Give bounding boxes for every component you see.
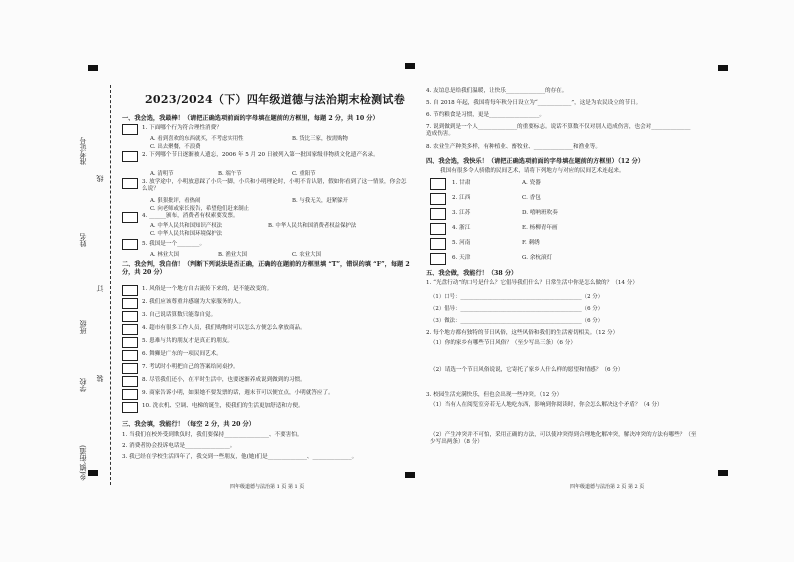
section5-heading: 五、我会做，我能行！（38 分）: [426, 270, 518, 277]
page-footer-left: 四年级道德与法治第 1 页 第 1 页: [230, 484, 305, 490]
section2-heading: 二、我会判，我自信！（判断下列说法是否正确，正确的在题前的方框里填 “T”，错误的填 “F”，每题 2 分，共 20 分）: [122, 261, 410, 276]
option-b: B. 与我无关，赶紧躲开: [292, 198, 348, 204]
answer-box[interactable]: [122, 124, 138, 135]
essay-subquestion: （1）你的家乡有哪些节日风俗？（至少写出三条）（6 分）: [430, 340, 576, 346]
match-left: 1. 甘肃: [452, 180, 471, 186]
fill-item: 5. 自 2018 年起，我国将每年秋分日设立为“____________”，这是为农民设立的节日。: [426, 100, 642, 106]
essay-subquestion: （2）请选一个节日风俗说说，它寄托了家乡人什么样的愿望和情感？（6 分）: [430, 367, 624, 373]
option-c: C. 出去聚餐，不浪费: [150, 144, 201, 150]
match-left: 5. 河南: [452, 240, 471, 246]
option-b: B. 货比三家，按需购物: [292, 136, 348, 142]
match-box[interactable]: [430, 238, 446, 250]
seal-mark: 订: [96, 285, 104, 292]
essay-question: 1. “光盘行动”的口号是什么？它倡导我们什么？日常生活中你是怎么做的？（14 分）: [426, 280, 638, 286]
option-c: C. 向老师或家长报告，希望他们赶来制止: [150, 206, 250, 212]
tf-item: 4. 超市有很多工作人员，我们购物时可以怎么方便怎么拿放商品。: [142, 325, 306, 331]
option-c: C. 农业大国: [292, 252, 321, 258]
registration-mark: [405, 472, 415, 478]
match-box[interactable]: [430, 223, 446, 235]
registration-mark: [718, 65, 728, 71]
match-left: 3. 江苏: [452, 210, 471, 216]
tf-item: 5. 患难与共的朋友才是真正的朋友。: [142, 338, 234, 344]
name-label: 姓名: [79, 233, 87, 247]
option-c: C. 中华人民共和国环境保护法: [150, 231, 223, 237]
option-a: A. 清明节: [150, 171, 174, 177]
tf-item: 6. 舞狮是广东的一项民间艺术。: [142, 351, 222, 357]
match-box[interactable]: [430, 193, 446, 205]
option-a: A. 中华人民共和国知识产权法: [150, 223, 223, 229]
answer-box[interactable]: [122, 151, 138, 162]
tf-box[interactable]: [122, 363, 138, 374]
option-b: B. 渔业大国: [218, 252, 247, 258]
tf-item: 8. 尽管我们还小，在平时生活中，也要逐渐养成说到做到的习惯。: [142, 377, 306, 383]
tf-item: 2. 我们应该尊重并感谢为大家服务的人。: [142, 299, 245, 305]
question-stem: 3. 放学途中，小明放意踩了小兵一脚，小兵和小明理论时，小明不肯认错，假如你看到了这一情景，你会怎么说？: [142, 179, 407, 192]
essay-question: 2. 每个地方都有独特的节日风俗，这些风俗和我们的生活密切相关。（12 分）: [426, 330, 619, 336]
town-label: 乡(镇,街道): [79, 445, 87, 481]
tf-item: 9. 商家告诉小明，如果她不要发票的话，週末节可以便宜点，小明就答应了。: [142, 390, 334, 396]
exam-number-label: 准考证号: [79, 137, 87, 165]
section1-heading: 一、我会选，我最棒！（请把正确选项前面的字母填在题前的方框里，每题 2 分，共 10 分）: [122, 115, 379, 122]
essay-subquestion: （1）当有人在阅览室旁若无人地吃东西，影响到你阅读时，你会怎么解决这个矛盾？（4 分）: [430, 402, 663, 408]
answer-line[interactable]: （1）口号：_____________________________________________（2 分）: [430, 294, 603, 300]
answer-box[interactable]: [122, 239, 138, 250]
match-box[interactable]: [430, 253, 446, 265]
tf-box[interactable]: [122, 324, 138, 335]
answer-box[interactable]: [122, 212, 138, 223]
match-right: A. 瓷器: [522, 180, 541, 186]
cut-line-mark: 线: [96, 175, 104, 182]
match-right: C. 香包: [522, 195, 541, 201]
registration-mark: [718, 470, 728, 476]
binding-strip: [72, 75, 124, 495]
tf-item: 3. 自己说话算数只能靠自觉。: [142, 312, 217, 318]
tf-box[interactable]: [122, 402, 138, 413]
answer-line[interactable]: （3）做法：_____________________________________________（6 分）: [430, 318, 603, 324]
school-label: 学校: [79, 378, 87, 392]
fill-item: 1. 当我们在校外受到欺负时，我们要保持________________、不要害怕。: [122, 432, 303, 438]
page-footer-right: 四年级道德与法治第 2 页 第 2 页: [570, 484, 645, 490]
section4-heading: 四、我会选，我快乐！（请把正确选项前面的字母填在题前的方框里）（12 分）: [426, 158, 645, 165]
match-left: 6. 天津: [452, 255, 471, 261]
tf-box[interactable]: [122, 376, 138, 387]
option-a: A. 林业大国: [150, 252, 179, 258]
section3-heading: 三、我会填，我能行！（每空 2 分，共 20 分）: [122, 421, 255, 428]
question-stem: 1. 下面哪个行为符合理性消费？: [142, 125, 222, 131]
registration-mark: [88, 65, 98, 71]
answer-line[interactable]: （2）倡导：_____________________________________________（6 分）: [430, 306, 603, 312]
question-stem: 4. ______颁布，消费者有权索要发票。: [142, 213, 239, 219]
fill-item: 2. 消费者协会投诉电话是________________。: [122, 443, 236, 449]
fill-item: 8. 农业生产种类多样，有种植业、畜牧业、______________和渔业等。: [426, 144, 601, 150]
match-right: G. 余杭滚灯: [522, 255, 553, 261]
essay-question: 3. 校园生活充满快乐，但也会出现一些冲突。（12 分）: [426, 392, 563, 398]
tf-box[interactable]: [122, 350, 138, 361]
fill-item: 4. 友谊总是给我们温暖，让快乐______________的存在。: [426, 88, 568, 94]
option-b: B. 端午节: [218, 171, 242, 177]
tf-box[interactable]: [122, 337, 138, 348]
match-box[interactable]: [430, 178, 446, 190]
tf-box[interactable]: [122, 389, 138, 400]
option-b: B. 中华人民共和国消费者权益保护法: [268, 223, 357, 229]
fill-item: 6. 节约粮食是习惯，更是__________________。: [426, 112, 545, 118]
match-left: 2. 江西: [452, 195, 471, 201]
match-right: D. 嘻呐班吹奏: [522, 210, 558, 216]
tf-item: 1. 风俗是一个地方自古流传下来的，是不能改变的。: [142, 286, 273, 292]
binding-dashed-line: [110, 85, 111, 485]
option-c: C. 重阳节: [292, 171, 316, 177]
tf-box[interactable]: [122, 311, 138, 322]
section4-intro: 我国有很多令人骄傲的民间艺术，请将下列地方与对应的民间艺术连起来。: [440, 168, 625, 174]
tf-box[interactable]: [122, 298, 138, 309]
match-left: 4. 浙江: [452, 225, 471, 231]
match-right: E. 杨柳青年画: [522, 225, 558, 231]
match-box[interactable]: [430, 208, 446, 220]
class-label: 班级: [79, 320, 87, 334]
tf-item: 7. 考试时小明把自己的答案给同桌抄。: [142, 364, 239, 370]
option-a: A. 狠狠批评，看热闹: [150, 198, 201, 204]
option-a: A. 看到喜欢的东西就买，不考虑实用性: [150, 136, 244, 142]
answer-box[interactable]: [122, 178, 138, 189]
question-stem: 5. 我国是一个________。: [142, 241, 206, 247]
tf-item: 10. 洗衣机、空调、电梯的诞生，使我们的生活更加舒适和方便。: [142, 403, 304, 409]
tf-box[interactable]: [122, 285, 138, 296]
fill-item: 7. 说到做到是一个人______________的重要标志。说话不算数不仅对别人造成伤害，也会对______________造成伤害。: [426, 124, 691, 137]
match-right: F. 刺绣: [522, 240, 540, 246]
essay-subquestion: （2）产生冲突并不可怕，采用正确的方法，可以使冲突得到合理地化解冲突，解决冲突的方法有哪些？（至少写出两条）（8 分）: [430, 432, 697, 445]
question-stem: 2. 下列哪个节日逐渐被人遗忘，2006 年 5 月 20 日被列入第一批国家级非物质文化遗产名录。: [142, 152, 379, 158]
fill-item: 3. 我已经在学校生活四年了，我交到一些朋友，他(她)们是______________、______________。: [122, 454, 358, 460]
bind-mark: 装: [96, 375, 104, 382]
exam-title: 2023/2024（下）四年级道德与法治期末检测试卷: [144, 93, 406, 106]
registration-mark: [405, 63, 415, 69]
